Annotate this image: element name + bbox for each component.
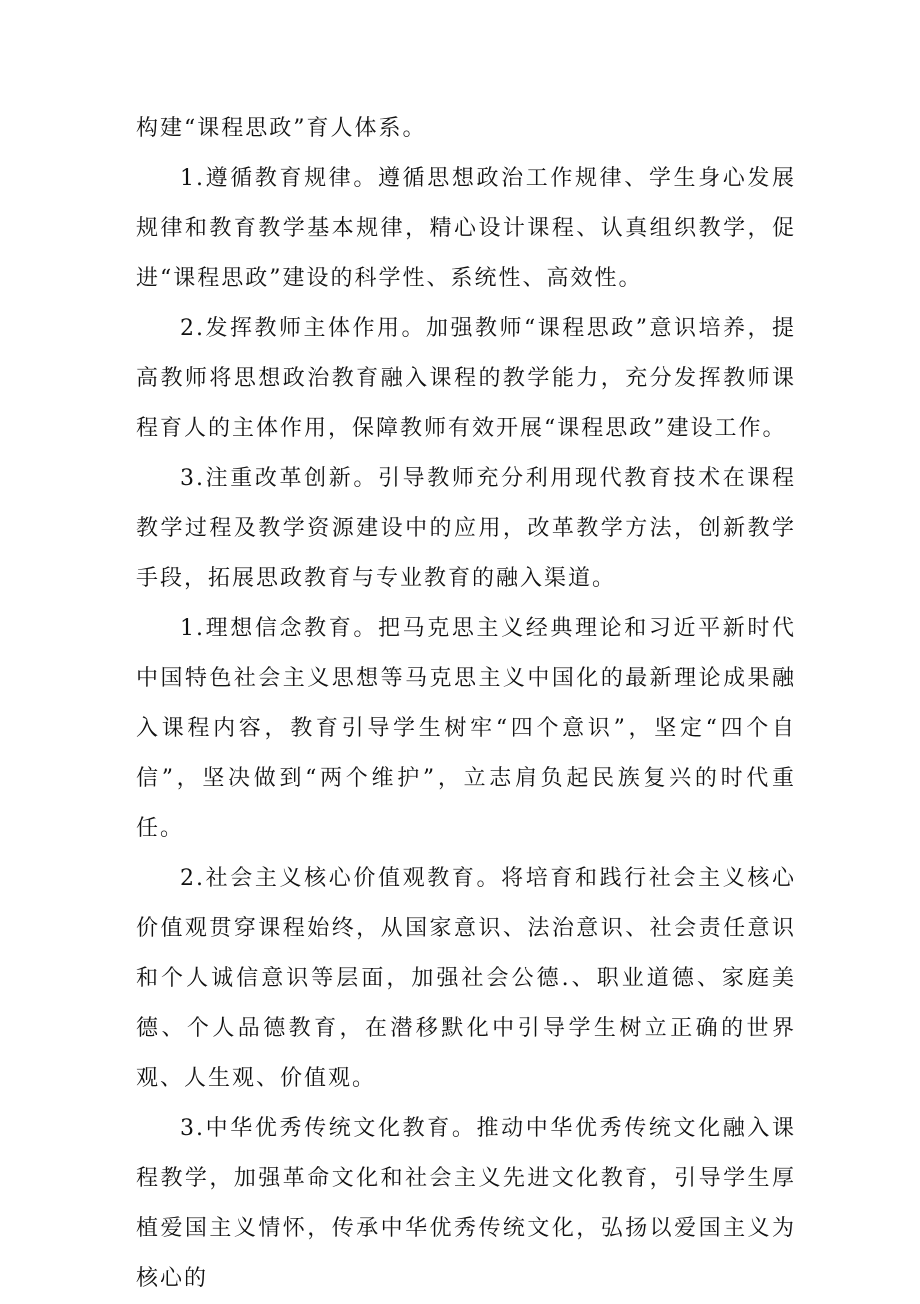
paragraph-ideals-beliefs: 1.理想信念教育。把马克思主义经典理论和习近平新时代中国特色社会主义思想等马克思主义中国化的最新理论成果融入课程内容，教育引导学生树牢“四个意识”，坚定“四个自信”，坚决做到“两个维护”，立志肩负起民族复兴的时代重任。 — [136, 616, 796, 841]
paragraph-core-values: 2.社会主义核心价值观教育。将培育和践行社会主义核心价值观贯穿课程始终，从国家意识、法治意识、社会责任意识和个人诚信意识等层面，加强社会公德.、职业道德、家庭美德、个人品德教育，在潜移默化中引导学生树立正确的世界观、人生观、价值观。 — [136, 866, 796, 1091]
paragraph-follow-education-laws: 1.遵循教育规律。遵循思想政治工作规律、学生身心发展规律和教育教学基本规律，精心设计课程、认真组织教学，促进“课程思政”建设的科学性、系统性、高效性。 — [136, 166, 796, 291]
document-body — [136, 104, 796, 1304]
paragraph-traditional-culture: 3.中华优秀传统文化教育。推动中华优秀传统文化融入课程教学，加强革命文化和社会主义先进文化教育，引导学生厚植爱国主义情怀，传承中华优秀传统文化，弘扬以爱国主义为核心的 — [136, 1116, 796, 1291]
paragraph-teacher-role: 2.发挥教师主体作用。加强教师“课程思政”意识培养，提高教师将思想政治教育融入课程的教学能力，充分发挥教师课程育人的主体作用，保障教师有效开展“课程思政”建设工作。 — [136, 316, 796, 441]
paragraph-continuation: 构建“课程思政”育人体系。 — [136, 116, 427, 141]
paragraph-reform-innovation: 3.注重改革创新。引导教师充分利用现代教育技术在课程教学过程及教学资源建设中的应用，改革教学方法，创新教学手段，拓展思政教育与专业教育的融入渠道。 — [136, 466, 796, 591]
